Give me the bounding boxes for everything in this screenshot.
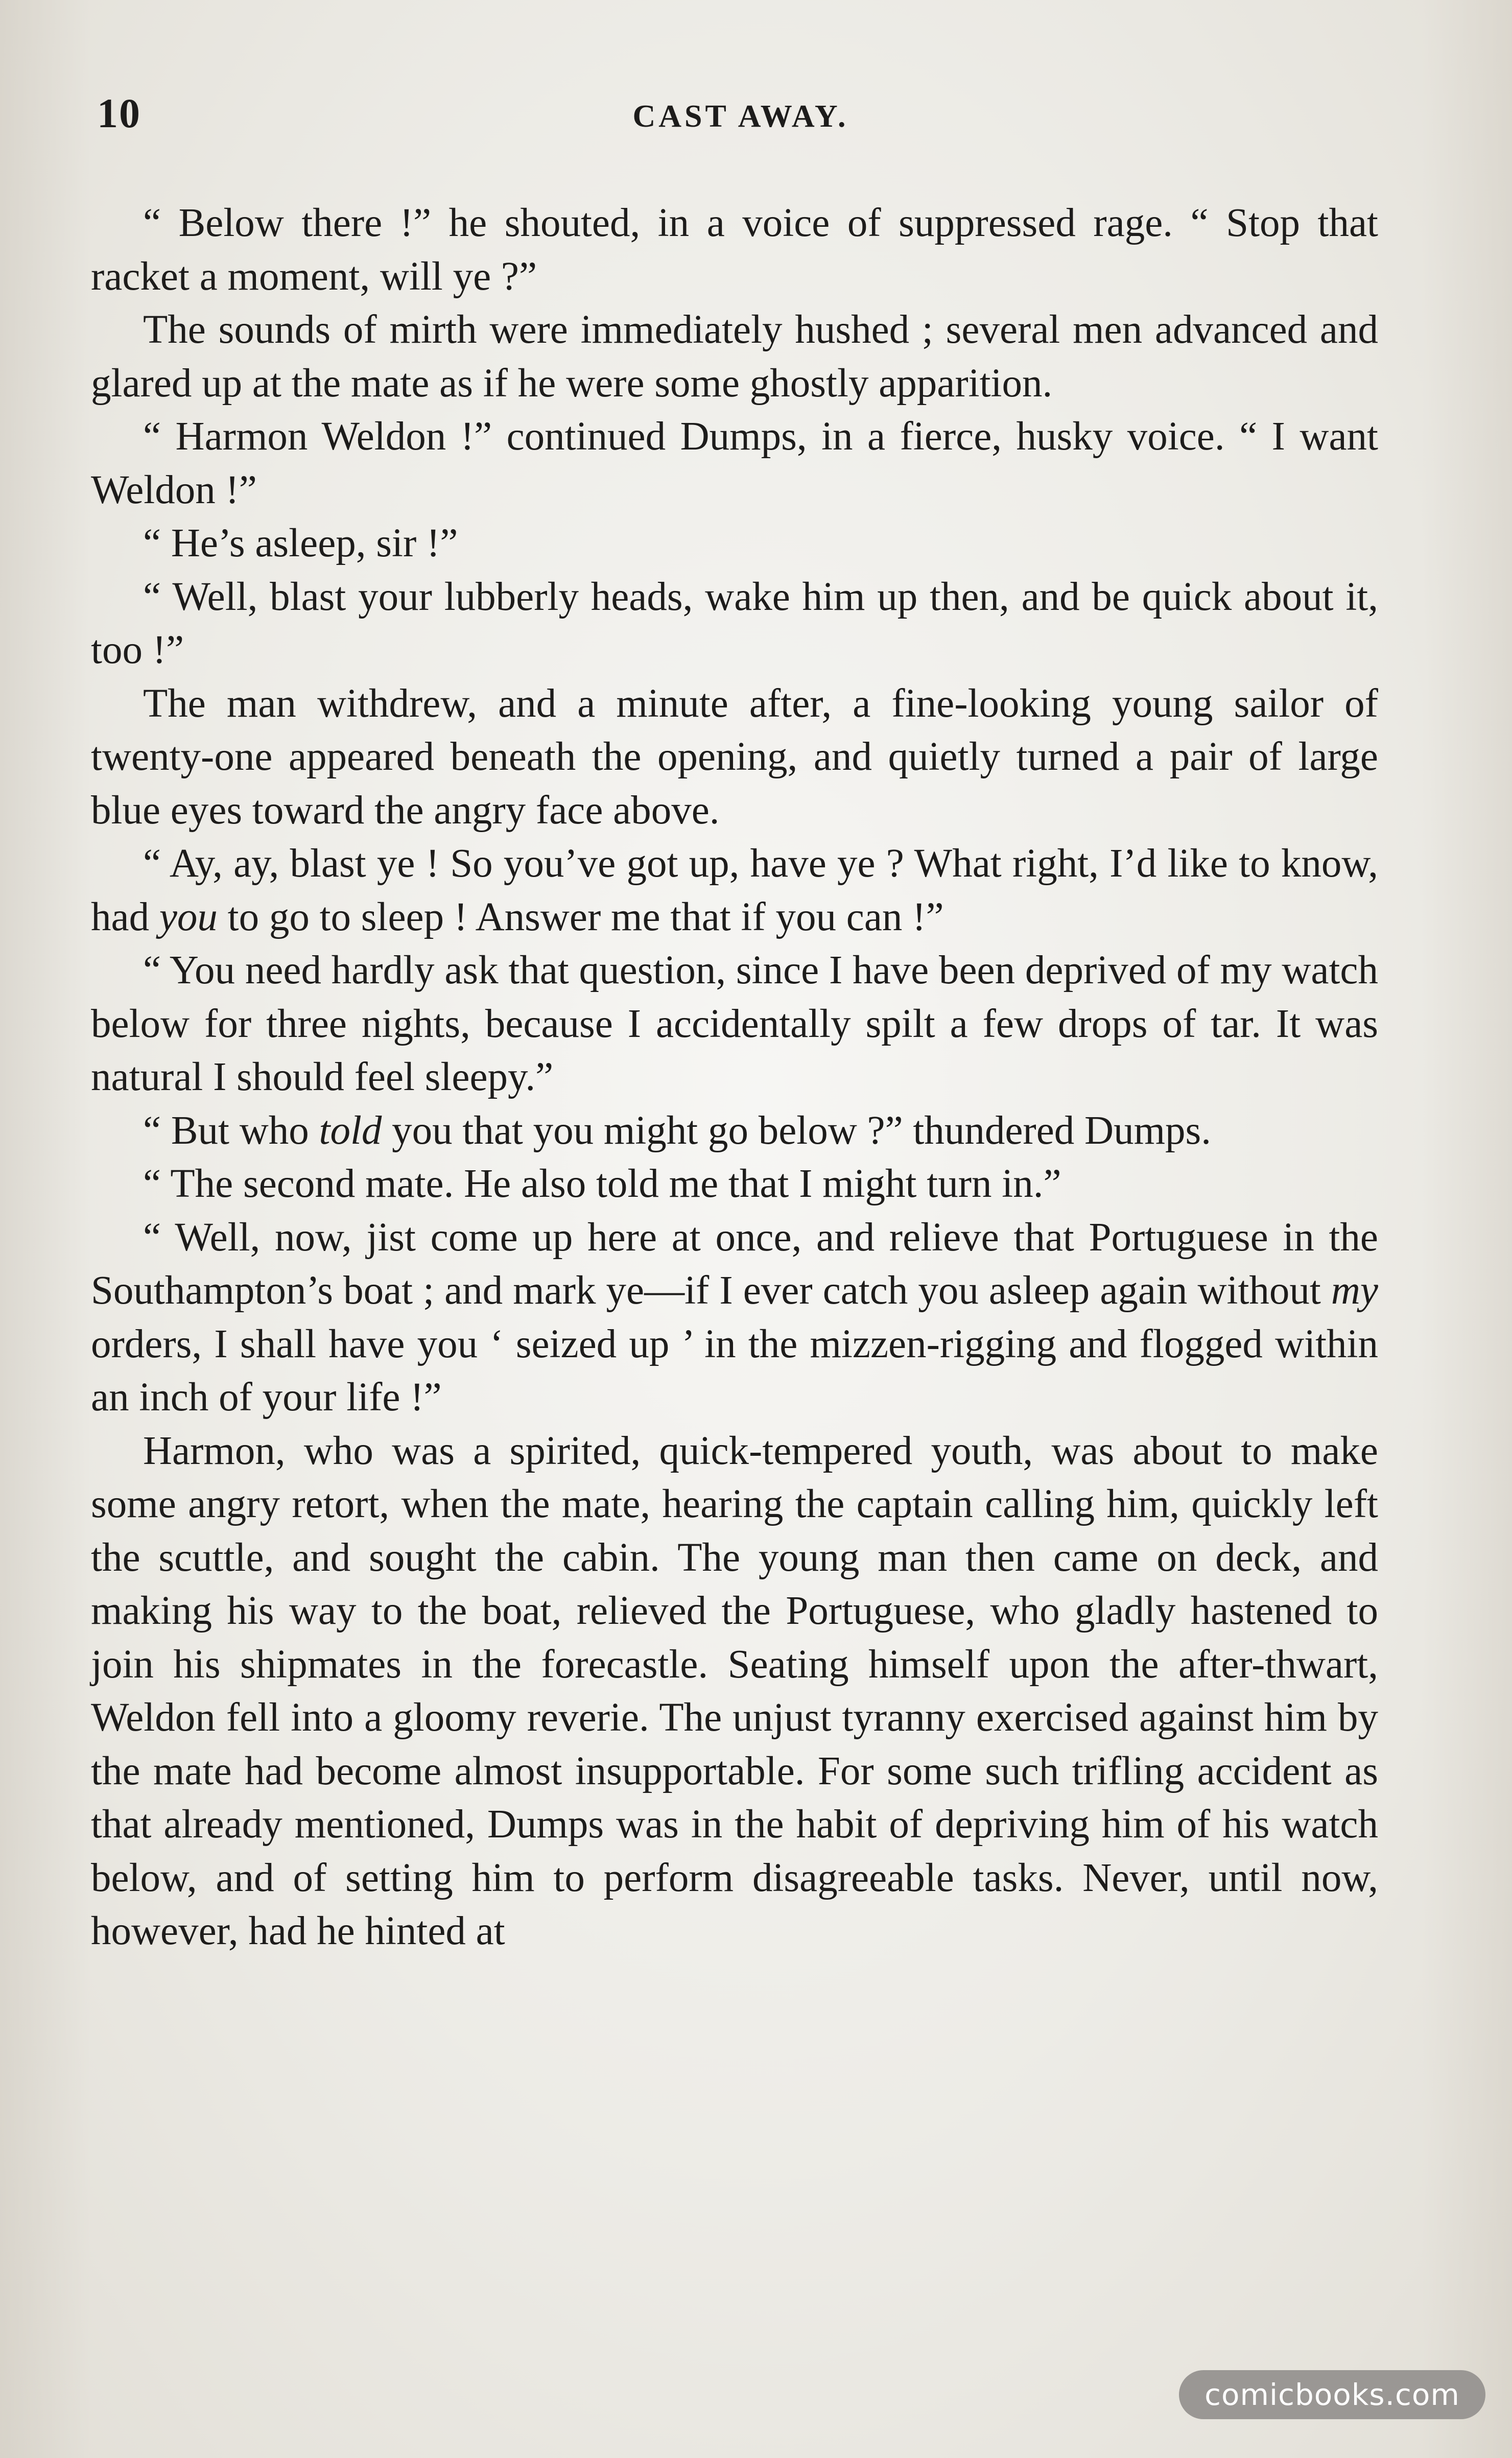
paragraph — [91, 837, 1378, 944]
text-run: “ But who — [143, 1108, 319, 1153]
page-header — [97, 89, 1384, 146]
paragraph — [91, 197, 1378, 303]
paragraph — [91, 410, 1378, 517]
italic-text: you — [159, 894, 218, 939]
text-run: “ The second mate. He also told me that I might turn in.” — [143, 1162, 1061, 1206]
text-run: to go to sleep ! Answer me that if you can !” — [217, 894, 944, 939]
paragraph — [91, 303, 1378, 410]
body-text — [91, 197, 1378, 1958]
running-head: CAST AWAY. — [632, 99, 849, 134]
paragraph — [91, 571, 1378, 677]
text-run: “ You need hardly ask that question, since I have been deprived of my watch below for three nights, because I accidentally spilt a few drops of tar. It was natural I should feel sleepy.” — [91, 948, 1378, 1099]
text-run: “ Harmon Weldon !” continued Dumps, in a fierce, husky voice. “ I want Weldon !” — [91, 414, 1378, 512]
paragraph — [91, 1157, 1378, 1211]
text-run: you that you might go below ?” thundered Dumps. — [382, 1108, 1212, 1153]
text-run: “ Ay, ay, blast ye ! So you’ve got up, have ye ? What right, I’d like to know, had — [91, 841, 1378, 939]
text-run: The man withdrew, and a minute after, a fine-looking young sailor of twenty-one appeared beneath the opening, and quietly turned a pair of large blue eyes toward the angry face above. — [91, 681, 1378, 833]
italic-text: told — [319, 1108, 382, 1153]
text-run: orders, I shall have you ‘ seized up ’ in the mizzen-rigging and flogged within an inch of your life !” — [91, 1321, 1378, 1420]
text-run: The sounds of mirth were immediately hushed ; several men advanced and glared up at the mate as if he were some ghostly apparition. — [91, 308, 1378, 406]
italic-text: my — [1331, 1268, 1378, 1313]
paragraph — [91, 517, 1378, 571]
text-run: “ Well, blast your lubberly heads, wake him up then, and be quick about it, too !” — [91, 574, 1378, 672]
page-number: 10 — [97, 90, 141, 136]
text-run: “ Below there !” he shouted, in a voice of suppressed rage. “ Stop that racket a moment, will ye ?” — [91, 201, 1378, 299]
paragraph — [91, 1104, 1378, 1158]
paragraph — [91, 677, 1378, 838]
watermark-badge: comicbooks.com — [1179, 2370, 1485, 2419]
text-run: “ He’s asleep, sir !” — [143, 521, 458, 565]
paragraph — [91, 944, 1378, 1104]
paragraph — [91, 1211, 1378, 1425]
text-run: Harmon, who was a spirited, quick-tempered youth, was about to make some angry retort, when the mate, hearing the captain calling him, quickly left the scuttle, and sought the cabin. The young man then came on deck, and making his way to the boat, relieved the Portuguese, who gladly hastened to join his shipmates in the forecastle. Seating himself upon the after-thwart, Weldon fell into a gloomy reverie. The unjust tyranny exercised against him by the mate had become almost insupportable. For some such trifling accident as that already mentioned, Dumps was in the habit of depriving him of his watch below, and of setting him to perform disagreeable tasks. Never, until now, however, had he hinted at — [91, 1428, 1378, 1953]
paragraph — [91, 1425, 1378, 1958]
text-run: “ Well, now, jist come up here at once, and relieve that Portuguese in the Southampton’s boat ; and mark ye—if I ever catch you asleep again without — [91, 1215, 1378, 1313]
